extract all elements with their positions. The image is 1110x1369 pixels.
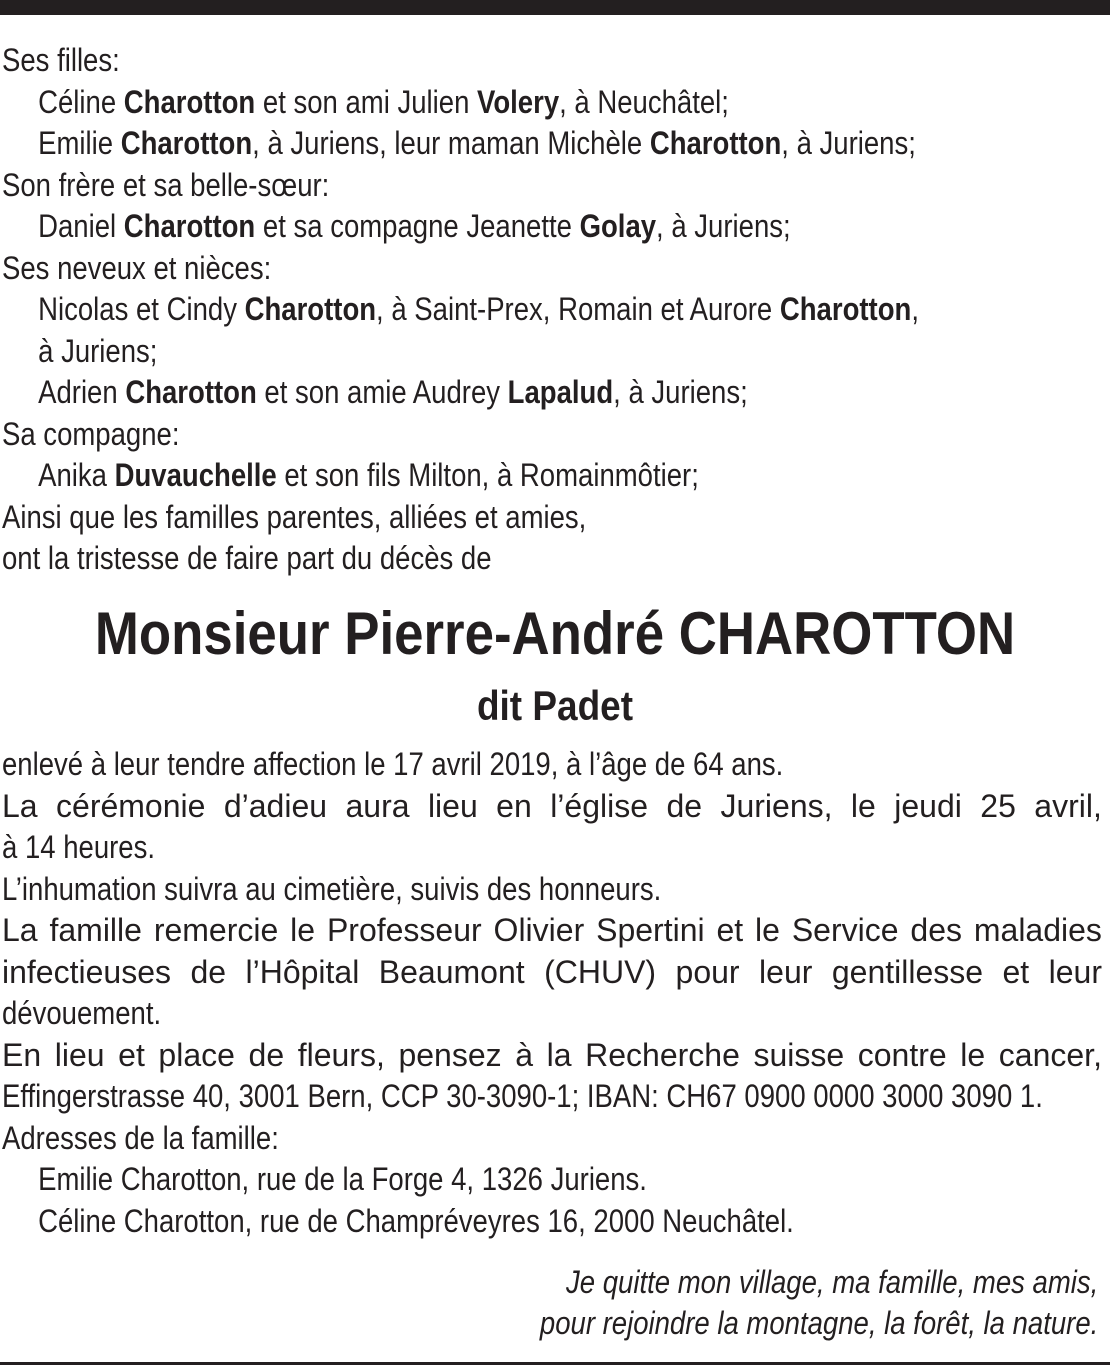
obituary-details <box>2 744 1102 1242</box>
ceremony-line-2: à 14 heures. <box>2 829 155 865</box>
family-list <box>2 40 1102 580</box>
thanks-line-2 <box>2 952 1102 994</box>
death-date-line: enlevé à leur tendre affection le 17 avril 2019, à l’âge de 64 ans. <box>2 746 784 782</box>
word: à <box>515 1036 534 1073</box>
word: la <box>546 1036 572 1073</box>
quote-line-2: pour rejoindre la montagne, la forêt, la nature. <box>539 1305 1098 1341</box>
daughter-1-line: Céline Charotton et son ami Julien Volery, à Neuchâtel; <box>38 83 729 120</box>
announce-line: ont la tristesse de faire part du décès de <box>2 540 492 576</box>
nephews-heading: Ses neveux et nièces: <box>2 249 272 286</box>
word: de <box>190 953 227 990</box>
ceremony-line-1 <box>2 786 1102 828</box>
word: gentillesse <box>831 953 984 990</box>
relatives-line: Ainsi que les familles parentes, alliées et amies, <box>2 498 587 535</box>
word: contre <box>857 1036 947 1073</box>
word: famille <box>49 912 142 948</box>
word: infectieuses <box>2 953 171 990</box>
word: maladies <box>973 912 1102 948</box>
word: des <box>910 912 962 948</box>
word: Recherche <box>585 1036 740 1073</box>
word: avril, <box>1034 787 1102 824</box>
deceased-nickname: dit Padet <box>476 682 634 729</box>
daughters-heading: Ses filles: <box>2 42 120 78</box>
top-rule <box>0 0 1110 15</box>
nephews-line-1: Nicolas et Cindy Charotton, à Saint-Prex, Romain et Aurore Charotton, <box>38 291 919 327</box>
bottom-rule <box>0 1362 1110 1365</box>
word: place <box>158 1036 235 1073</box>
word: le <box>850 787 876 824</box>
word: l’église <box>550 787 649 824</box>
word: Beaumont <box>378 953 525 990</box>
nephews-line-1-cont: à Juriens; <box>38 332 158 369</box>
word: pour <box>675 953 740 990</box>
word: en <box>496 787 532 824</box>
word: lieu <box>427 787 478 824</box>
word: aura <box>345 787 410 824</box>
word: remercie <box>153 912 279 948</box>
word: et <box>716 912 744 948</box>
donation-line-2: Effingerstrasse 40, 3001 Bern, CCP 30-3090-1; IBAN: CH67 0900 0000 3000 3090 1. <box>2 1078 1043 1114</box>
thanks-line-1 <box>2 910 1102 952</box>
word: suisse <box>753 1036 845 1073</box>
word: 25 <box>980 787 1016 824</box>
word: En <box>2 1036 42 1073</box>
donation-line-1 <box>2 1035 1102 1077</box>
word: lieu <box>54 1036 105 1073</box>
quote-line-1: Je quitte mon village, ma famille, mes amis, <box>565 1264 1098 1300</box>
word: Service <box>791 912 899 948</box>
companion-heading: Sa compagne: <box>2 415 180 452</box>
word: Olivier <box>493 912 585 948</box>
word: de <box>248 1036 285 1073</box>
word: l’Hôpital <box>245 953 360 990</box>
word: La <box>2 787 38 824</box>
companion-line: Anika Duvauchelle et son fils Milton, à Romainmôtier; <box>38 457 699 493</box>
word: Juriens, <box>720 787 833 824</box>
word: d’adieu <box>223 787 328 824</box>
brother-heading: Son frère et sa belle-sœur: <box>2 166 330 203</box>
deceased-name: Monsieur Pierre-André CHAROTTON <box>94 600 1016 667</box>
word: le <box>960 1036 986 1073</box>
address-1: Emilie Charotton, rue de la Forge 4, 1326 Juriens. <box>38 1161 647 1197</box>
word: de <box>666 787 703 824</box>
addresses-heading: Adresses de la famille: <box>2 1119 279 1156</box>
word: cancer, <box>998 1036 1102 1073</box>
daughter-2-line: Emilie Charotton, à Juriens, leur maman Michèle Charotton, à Juriens; <box>38 125 916 161</box>
word: leur <box>1048 953 1102 990</box>
word: (CHUV) <box>544 953 657 990</box>
address-2: Céline Charotton, rue de Champréveyres 16, 2000 Neuchâtel. <box>38 1202 794 1239</box>
closing-quote <box>540 1262 1098 1344</box>
brother-line: Daniel Charotton et sa compagne Jeanette Golay, à Juriens; <box>38 208 791 244</box>
word: Professeur <box>326 912 482 948</box>
word: le <box>755 912 780 948</box>
word: Spertini <box>596 912 705 948</box>
nephews-line-2: Adrien Charotton et son amie Audrey Lapalud, à Juriens; <box>38 374 748 410</box>
word: jeudi <box>894 787 962 824</box>
word: le <box>290 912 316 948</box>
thanks-line-3: dévouement. <box>2 995 162 1031</box>
burial-line: L’inhumation suivra au cimetière, suivis des honneurs. <box>2 870 662 907</box>
word: fleurs, <box>297 1036 385 1073</box>
word: pensez <box>398 1036 502 1073</box>
word: leur <box>759 953 813 990</box>
word: cérémonie <box>56 787 206 824</box>
word: et <box>1002 953 1030 990</box>
word: et <box>118 1036 145 1073</box>
word: La <box>2 912 38 948</box>
